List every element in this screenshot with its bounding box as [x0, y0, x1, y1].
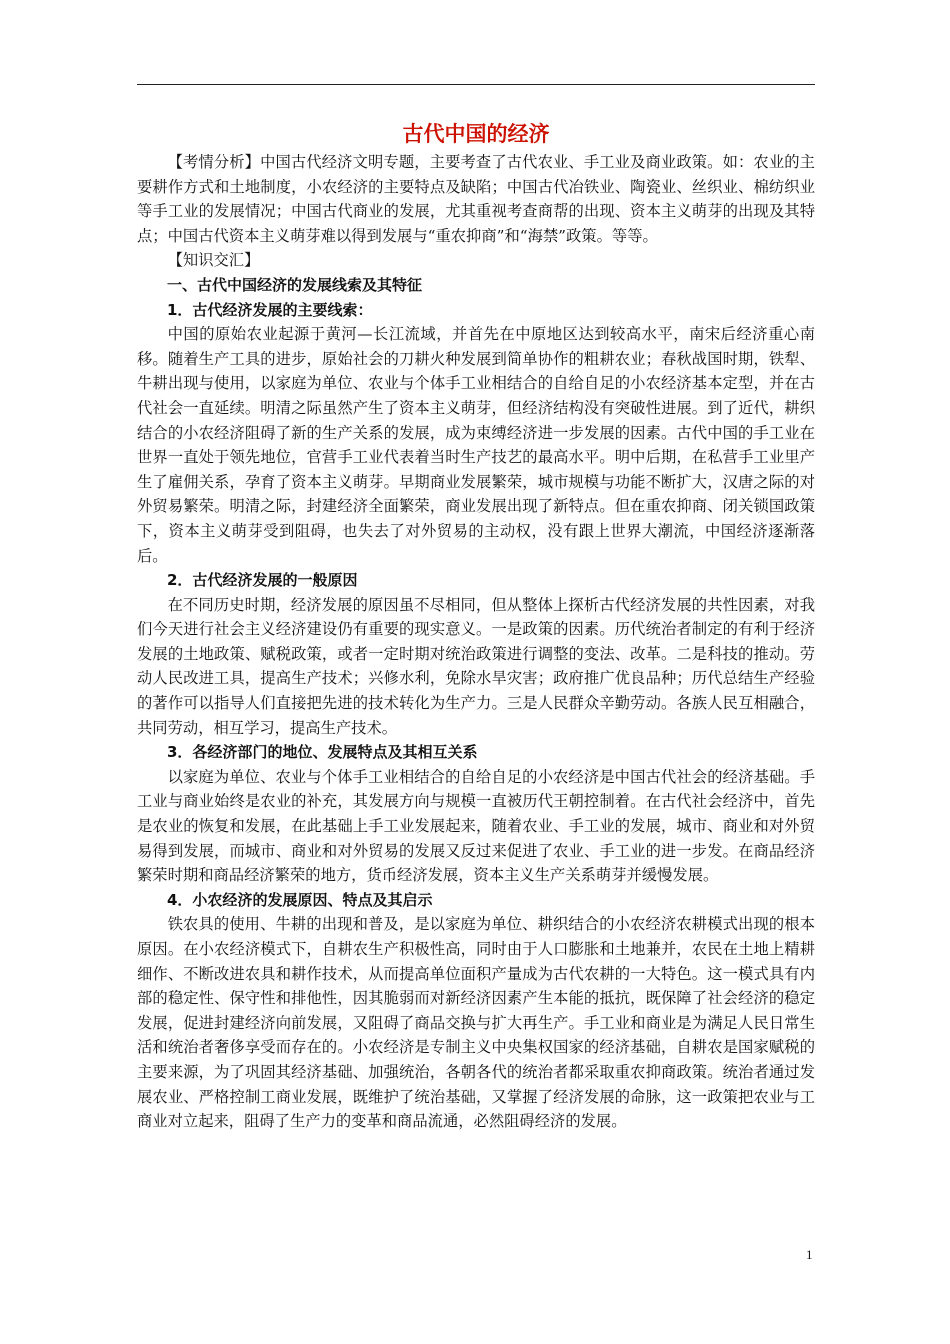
header-rule: [137, 84, 815, 85]
subsection-4-text: 铁农具的使用、牛耕的出现和普及，是以家庭为单位、耕织结合的小农经济农耕模式出现的根本原因。在小农经济模式下，自耕农生产积极性高，同时由于人口膨胀和土地兼并，农民在土地上精耕细作、不断改进农具和耕作技术，从而提高单位面积产量成为古代农耕的一大特色。这一模式具有内部的稳定性、保守性和排他性，因其脆弱而对新经济因素产生本能的抵抗，既保障了社会经济的稳定发展，促进封建经济向前发展，又阻碍了商品交换与扩大再生产。手工业和商业是为满足人民日常生活和统治者奢侈享受而存在的。小农经济是专制主义中央集权国家的经济基础，自耕农是国家赋税的主要来源，为了巩固其经济基础、加强统治，各朝各代的统治者都采取重农抑商政策。统治者通过发展农业、严格控制工商业发展，既维护了统治基础，又掌握了经济发展的命脉，这一政策把农业与工商业对立起来，阻碍了生产力的变革和商品流通，必然阻碍经济的发展。: [137, 915, 815, 1131]
document-body: [137, 150, 815, 1134]
subsection-2-text: 在不同历史时期，经济发展的原因虽不尽相同，但从整体上探析古代经济发展的共性因素，对我们今天进行社会主义经济建设仍有重要的现实意义。一是政策的因素。历代统治者制定的有利于经济发展的土地政策、赋税政策，或者一定时期对统治政策进行调整的变法、改革。二是科技的推动。劳动人民改进工具，提高生产技术；兴修水利，免除水旱灾害；政府推广优良品种；历代总结生产经验的著作可以指导人们直接把先进的技术转化为生产力。三是人民群众辛勤劳动。各族人民互相融合，共同劳动，相互学习，提高生产技术。: [137, 595, 815, 737]
subsection-3-text: 以家庭为单位、农业与个体手工业相结合的自给自足的小农经济是中国古代社会的经济基础。手工业与商业始终是农业的补充，其发展方向与规模一直被历代王朝控制着。在古代社会经济中，首先是农业的恢复和发展，在此基础上手工业发展起来，随着农业、手工业的发展，城市、商业和对外贸易得到发展，而城市、商业和对外贸易的发展又反过来促进了农业、手工业的进一步发。在商品经济繁荣时期和商品经济繁荣的地方，货币经济发展，资本主义生产关系萌芽并缓慢发展。: [137, 767, 815, 885]
knowledge-label: 【知识交汇】: [167, 251, 260, 270]
page-title: 古代中国的经济: [402, 121, 550, 146]
subsection-2-heading: 2．古代经济发展的一般原因: [167, 571, 358, 590]
subsection-3-heading: 3．各经济部门的地位、发展特点及其相互关系: [167, 743, 478, 762]
subsection-1-text: 中国的原始农业起源于黄河—长江流域，并首先在中原地区达到较高水平，南宋后经济重心南移。随着生产工具的进步，原始社会的刀耕火种发展到简单协作的粗耕农业；春秋战国时期，铁犁、牛耕出现与使用，以家庭为单位、农业与个体手工业相结合的自给自足的小农经济基本定型，并在古代社会一直延续。明清之际虽然产生了资本主义萌芽，但经济结构没有突破性进展。到了近代，耕织结合的小农经济阻碍了新的生产关系的发展，成为束缚经济进一步发展的因素。古代中国的手工业在世界一直处于领先地位，官营手工业代表着当时生产技艺的最高水平。明中后期，在私营手工业里产生了雇佣关系，孕育了资本主义萌芽。早期商业发展繁荣，城市规模与功能不断扩大，汉唐之际的对外贸易繁荣。明清之际，封建经济全面繁荣，商业发展出现了新特点。但在重农抑商、闭关锁国政策下，资本主义萌芽受到阻碍，也失去了对外贸易的主动权，没有跟上世界大潮流，中国经济逐渐落后。: [137, 325, 815, 565]
intro-paragraph: [137, 150, 815, 248]
subsection-4-heading: 4．小农经济的发展原因、特点及其启示: [167, 890, 433, 909]
section-heading: 一、古代中国经济的发展线索及其特征: [167, 275, 423, 294]
intro-text: 中国古代经济文明专题，主要考查了古代农业、手工业及商业政策。如：农业的主要耕作方式和土地制度，小农经济的主要特点及缺陷；中国古代冶铁业、陶瓷业、丝织业、棉纺织业等手工业的发展情况；中国古代商业的发展，尤其重视考查商帮的出现、资本主义萌芽的出现及其特点；中国古代资本主义萌芽难以得到发展与“重农抑商”和“海禁”政策。等等。: [137, 153, 815, 245]
page-number: 1: [806, 1247, 813, 1262]
subsection-1-heading: 1．古代经济发展的主要线索：: [167, 300, 373, 319]
intro-label: 【考情分析】: [167, 153, 261, 171]
